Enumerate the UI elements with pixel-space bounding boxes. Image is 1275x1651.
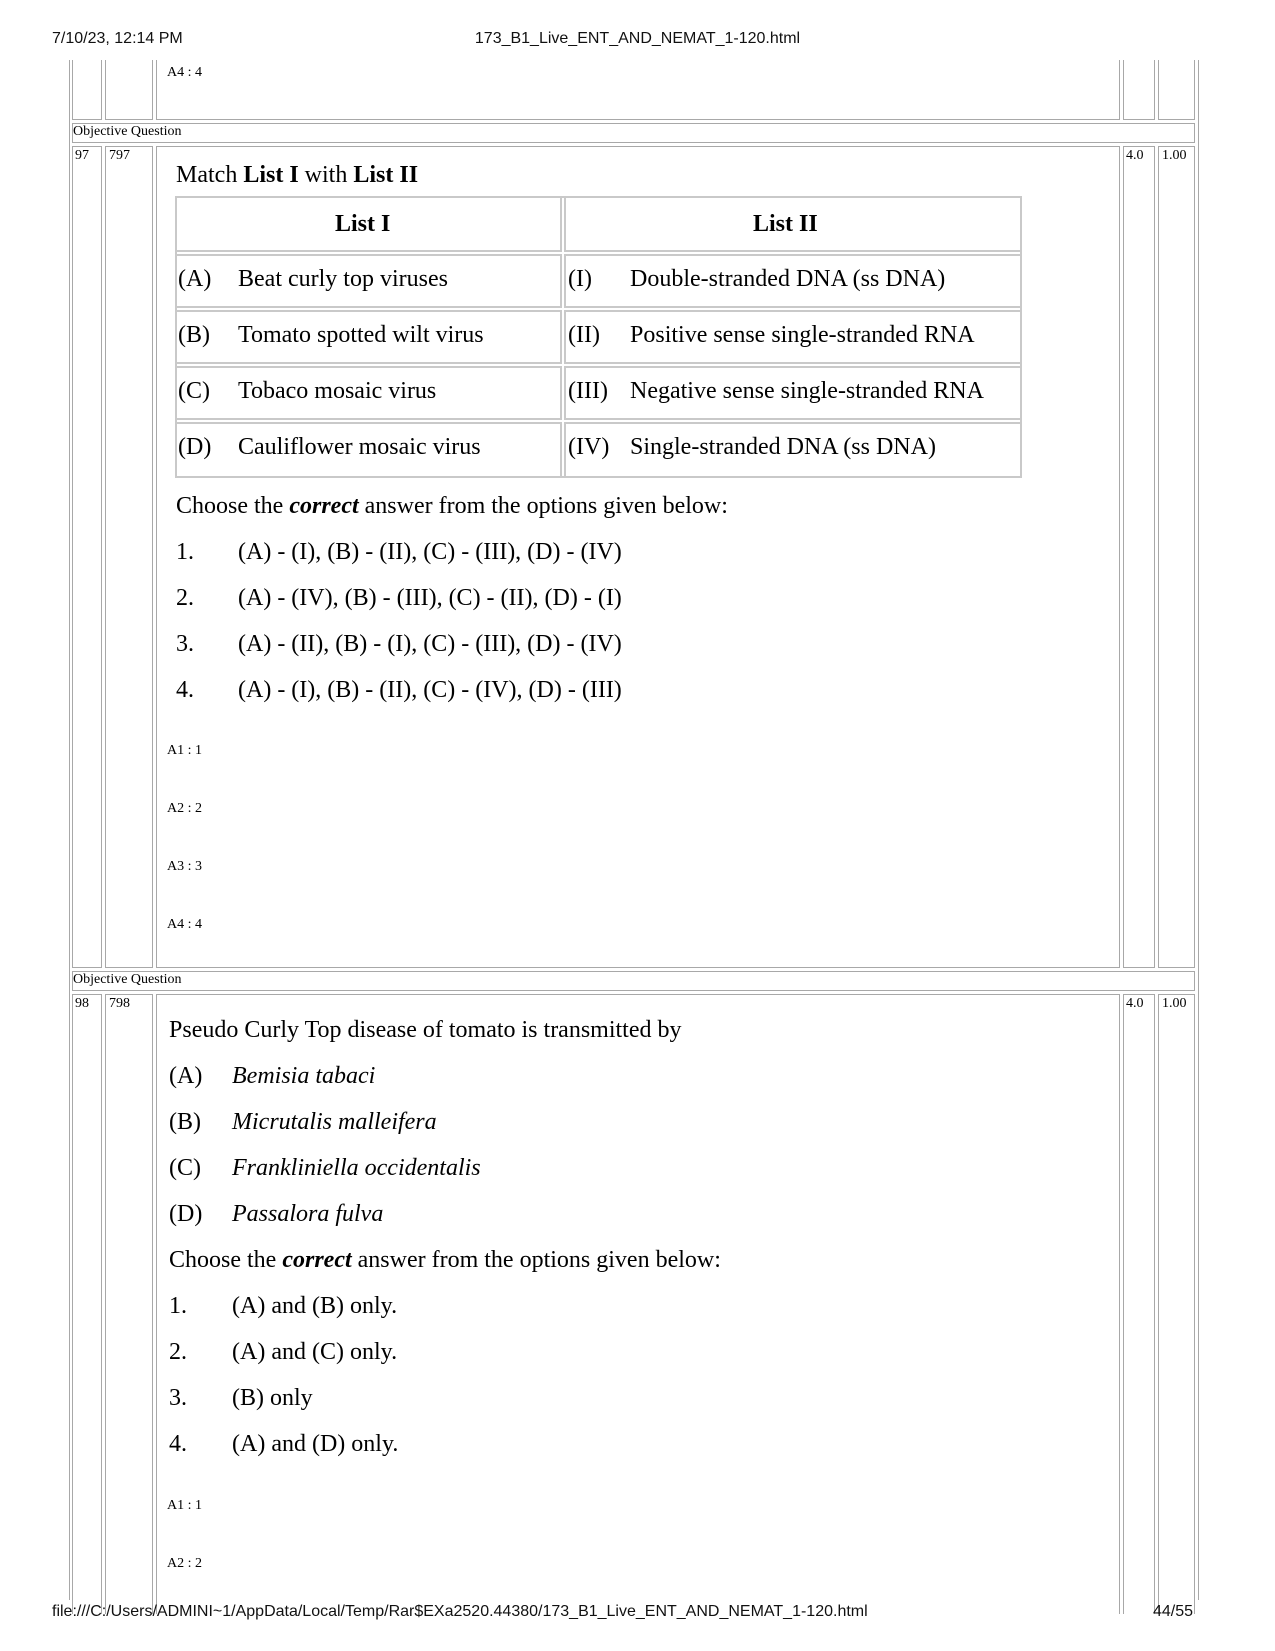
- q97-stem-prefix: Match: [176, 162, 244, 188]
- q97-id: 797: [109, 148, 130, 163]
- q98-id: 798: [109, 996, 130, 1011]
- print-file-path: file:///C:/Users/ADMINI~1/AppData/Local/Temp/Rar$EXa2520.44380/173_B1_Live_ENT_AND_NEMAT_1-120.html: [52, 1603, 868, 1620]
- q98-type-label: Objective Question: [73, 972, 182, 987]
- q98-option-2-number: 2.: [169, 1339, 187, 1365]
- q97-stem: [176, 162, 418, 189]
- q97-row-iii-key: (III): [568, 378, 608, 404]
- q97-answer-2: A2 : 2: [167, 801, 202, 816]
- print-page-number: 44/55: [1152, 1603, 1193, 1620]
- q98-item-b-text: Micrutalis malleifera: [232, 1109, 437, 1135]
- q98-item-c-text: Frankliniella occidentalis: [232, 1155, 481, 1181]
- q97-answer-1: A1 : 1: [167, 743, 202, 758]
- q97-neg-cell: [1158, 146, 1195, 968]
- q97-instruction: [176, 493, 728, 520]
- q98-answer-2: A2 : 2: [167, 1556, 202, 1571]
- q97-instruction-emphasis: correct: [289, 493, 359, 519]
- q98-option-1-number: 1.: [169, 1293, 187, 1319]
- q97-row-a-key: (A): [178, 266, 212, 292]
- prev-num-cell: [72, 60, 102, 120]
- q98-item-a-key: (A): [169, 1063, 203, 1089]
- q97-row-c-text: Tobaco mosaic virus: [238, 378, 437, 404]
- q97-stem-mid: with: [298, 162, 354, 188]
- q98-instruction: [169, 1247, 721, 1274]
- q98-option-3-text: (B) only: [232, 1385, 313, 1411]
- q98-item-b-key: (B): [169, 1109, 201, 1135]
- q97-row-i-key: (I): [568, 266, 592, 292]
- prev-marks-cell: [1123, 60, 1155, 120]
- q97-match-table: [175, 196, 1022, 478]
- print-title: 173_B1_Live_ENT_AND_NEMAT_1-120.html: [474, 30, 801, 47]
- q98-instruction-pre: Choose the: [169, 1247, 283, 1273]
- q97-col1-header: List I: [335, 211, 391, 237]
- q98-option-2-text: (A) and (C) only.: [232, 1339, 398, 1365]
- q97-row-iv-key: (IV): [568, 434, 610, 460]
- q97-row-a-text: Beat curly top viruses: [238, 266, 448, 292]
- q97-stem-list2: List II: [353, 162, 419, 188]
- q97-marks: 4.0: [1126, 148, 1144, 163]
- q97-option-1-text: (A) - (I), (B) - (II), (C) - (III), (D) - (IV): [238, 539, 622, 565]
- q97-type-row: [72, 123, 1195, 143]
- q97-number: 97: [75, 148, 89, 163]
- q98-negative-marks: 1.00: [1162, 996, 1187, 1011]
- q97-row-d-key: (D): [178, 434, 212, 460]
- q97-answer-3: A3 : 3: [167, 859, 202, 874]
- q98-num-cell: [72, 994, 102, 1614]
- q98-item-d-text: Passalora fulva: [232, 1201, 384, 1227]
- q98-instruction-emphasis: correct: [282, 1247, 352, 1273]
- q97-option-3-number: 3.: [176, 631, 194, 657]
- q98-neg-cell: [1158, 994, 1195, 1614]
- q98-item-d-key: (D): [169, 1201, 203, 1227]
- q98-option-4-number: 4.: [169, 1431, 187, 1457]
- q97-row-i-text: Double-stranded DNA (ss DNA): [630, 266, 946, 292]
- q97-row-ii-text: Positive sense single-stranded RNA: [630, 322, 975, 348]
- q98-stem: Pseudo Curly Top disease of tomato is transmitted by: [169, 1017, 682, 1043]
- q97-answer-4: A4 : 4: [167, 917, 202, 932]
- q97-option-4-number: 4.: [176, 677, 194, 703]
- q97-option-3-text: (A) - (II), (B) - (I), (C) - (III), (D) - (IV): [238, 631, 622, 657]
- q98-option-4-text: (A) and (D) only.: [232, 1431, 399, 1457]
- prev-content-cell: [156, 60, 1120, 120]
- q98-item-c-key: (C): [169, 1155, 201, 1181]
- q97-option-1-number: 1.: [176, 539, 194, 565]
- prev-id-cell: [105, 60, 153, 120]
- q97-row-iv-text: Single-stranded DNA (ss DNA): [630, 434, 936, 460]
- q97-row-c-key: (C): [178, 378, 210, 404]
- q97-negative-marks: 1.00: [1162, 148, 1187, 163]
- print-datetime: 7/10/23, 12:14 PM: [52, 30, 183, 47]
- q98-option-1-text: (A) and (B) only.: [232, 1293, 398, 1319]
- q98-item-a-text: Bemisia tabaci: [232, 1063, 376, 1089]
- q97-row-b-text: Tomato spotted wilt virus: [238, 322, 484, 348]
- q97-row-b-key: (B): [178, 322, 210, 348]
- q97-option-2-text: (A) - (IV), (B) - (III), (C) - (II), (D) - (I): [238, 585, 622, 611]
- q97-stem-list1: List I: [243, 162, 299, 188]
- q98-instruction-post: answer from the options given below:: [351, 1247, 721, 1273]
- q98-type-row: [72, 971, 1195, 991]
- prev-answer-4: A4 : 4: [167, 65, 202, 80]
- q98-marks-cell: [1123, 994, 1155, 1614]
- q97-option-4-text: (A) - (I), (B) - (II), (C) - (IV), (D) - (III): [238, 677, 622, 703]
- q97-row-d-text: Cauliflower mosaic virus: [238, 434, 481, 460]
- q98-option-3-number: 3.: [169, 1385, 187, 1411]
- q98-number: 98: [75, 996, 89, 1011]
- prev-neg-cell: [1158, 60, 1195, 120]
- q97-id-cell: [105, 146, 153, 968]
- q97-row-iii-text: Negative sense single-stranded RNA: [630, 378, 984, 404]
- q97-num-cell: [72, 146, 102, 968]
- q97-row-ii-key: (II): [568, 322, 600, 348]
- q98-marks: 4.0: [1126, 996, 1144, 1011]
- q97-marks-cell: [1123, 146, 1155, 968]
- q98-answer-1: A1 : 1: [167, 1498, 202, 1513]
- q98-id-cell: [105, 994, 153, 1614]
- q97-option-2-number: 2.: [176, 585, 194, 611]
- q97-instruction-post: answer from the options given below:: [358, 493, 728, 519]
- q97-type-label: Objective Question: [73, 124, 182, 139]
- q97-col2-header: List II: [753, 211, 818, 237]
- q97-instruction-pre: Choose the: [176, 493, 290, 519]
